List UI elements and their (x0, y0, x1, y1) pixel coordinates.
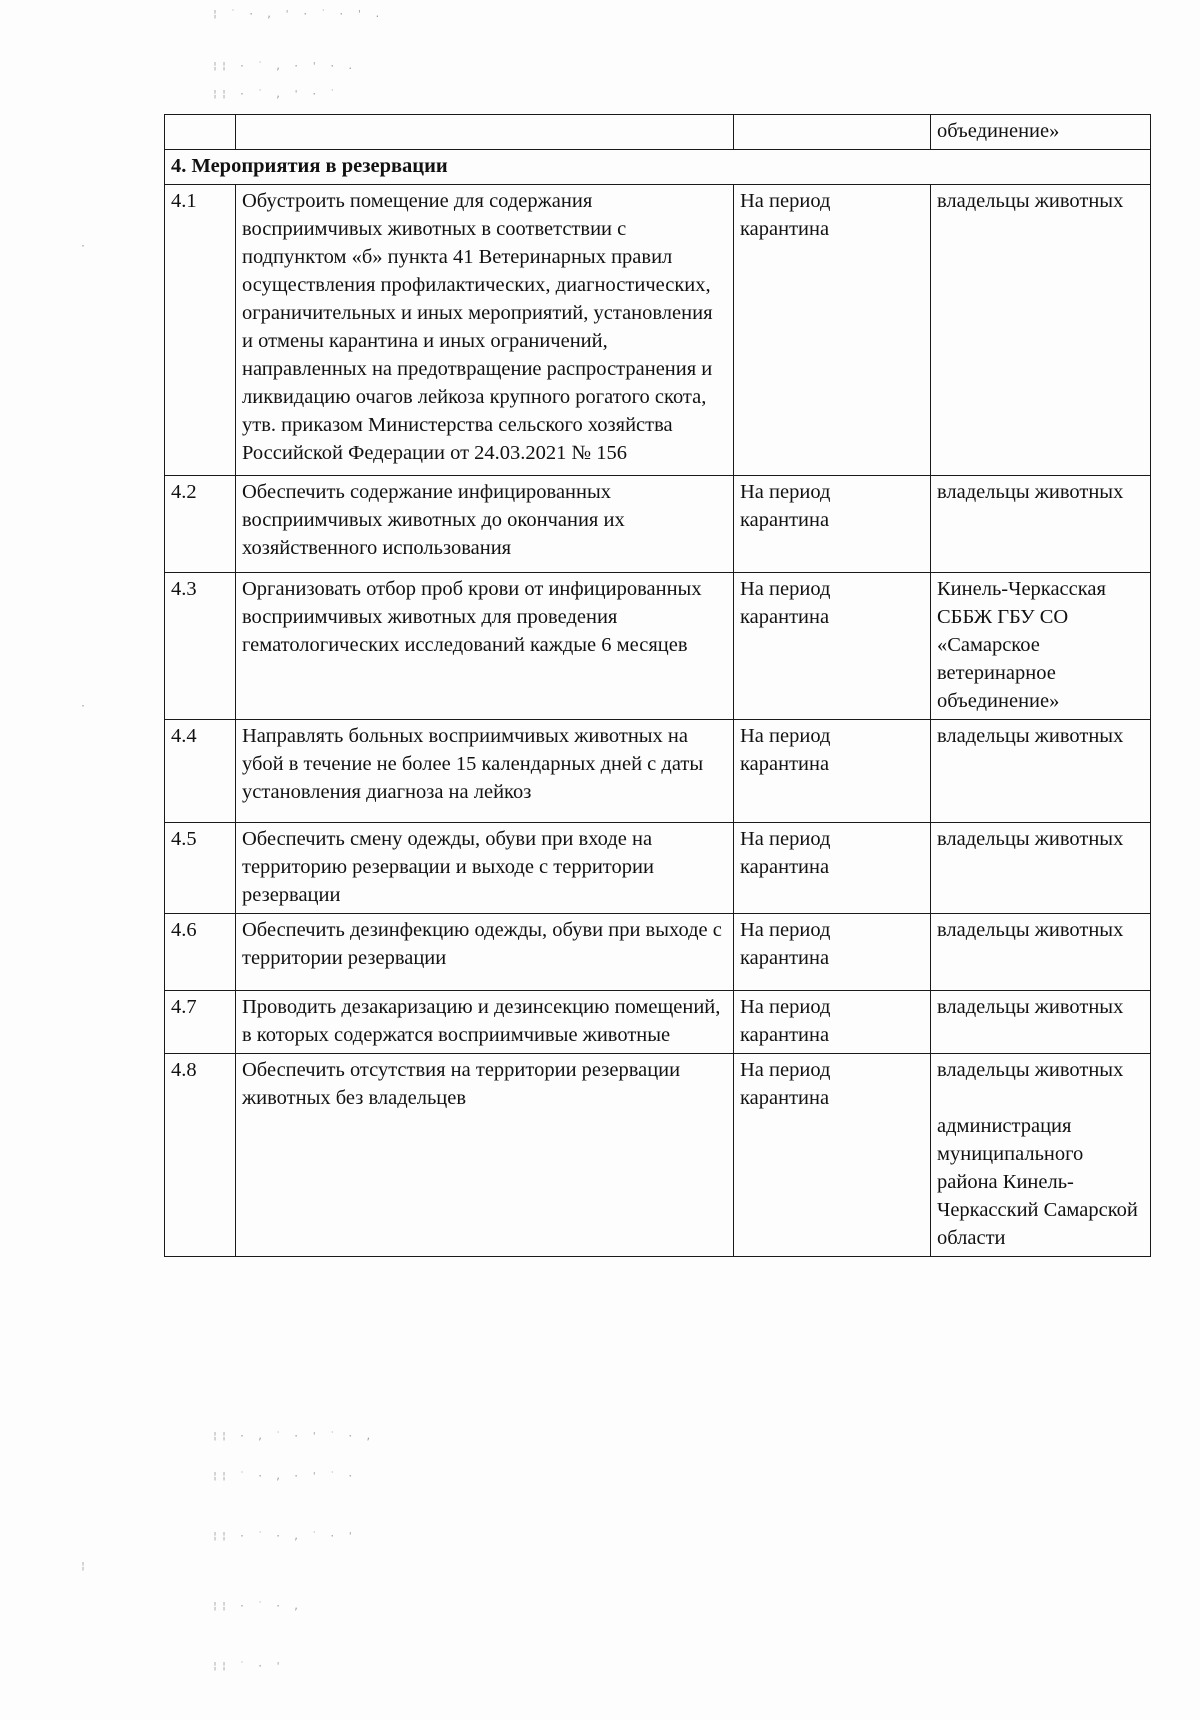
row-responsible: владельцы животных (937, 1059, 1124, 1081)
scan-noise: ¦¦ · ˙ , · ' · . (212, 61, 357, 72)
row-responsible: владельцы животных (931, 720, 1151, 823)
row-action: Обеспечить отсутствия на территории резервации животных без владельцев (236, 1054, 734, 1257)
row-responsible: Кинель-Черкасская СББЖ ГБУ СО «Самарское ветеринарное объединение» (931, 573, 1151, 720)
row-number: 4.4 (165, 720, 236, 823)
scan-noise: ¦¦ · ˙ · , ˙ · ' (212, 1531, 357, 1542)
row-term: На период карантина (734, 185, 931, 476)
scan-noise: · (80, 701, 90, 712)
row-term: На период карантина (734, 573, 931, 720)
row-term: На период карантина (734, 914, 931, 991)
row-number: 4.1 (165, 185, 236, 476)
table-row (165, 823, 1151, 914)
row-action: Обустроить помещение для содержания восприимчивых животных в соответствии с подпунктом «б» пункта 41 Ветеринарных правил осуществления профилактических, диагностических, ограничительных и иных мероприятий, установления и отмены карантина и иных ограничений, направленных на предотвращение распространения и ликвидацию очагов лейкоза крупного рогатого скота, утв. приказом Министерства сельского хозяйства Российской Федерации от 24.03.2021 № 156 (236, 185, 734, 476)
table-row (165, 720, 1151, 823)
table-row (165, 185, 1151, 476)
row-action: Направлять больных восприимчивых животных на убой в течение не более 15 календарных дней с даты установления диагноза на лейкоз (236, 720, 734, 823)
row-term: На период карантина (734, 1054, 931, 1257)
row-responsible: владельцы животных (931, 476, 1151, 573)
cell-responsible: объединение» (931, 115, 1151, 150)
row-action: Обеспечить смену одежды, обуви при входе на территорию резервации и выходе с территории резервации (236, 823, 734, 914)
scan-noise: ¦¦ · , ˙ · ' ˙ · , (212, 1431, 375, 1442)
row-term: На период карантина (734, 823, 931, 914)
section-header-row (165, 150, 1151, 185)
scan-noise: ¦¦ · ˙ · , (212, 1601, 303, 1612)
table-row (165, 914, 1151, 991)
row-number: 4.6 (165, 914, 236, 991)
scan-noise: · (80, 241, 90, 252)
row-number: 4.2 (165, 476, 236, 573)
row-number: 4.5 (165, 823, 236, 914)
row-term: На период карантина (734, 476, 931, 573)
scan-noise: ¦¦ ˙ · ' (212, 1661, 285, 1672)
row-action: Обеспечить содержание инфицированных восприимчивых животных до окончания их хозяйственного использования (236, 476, 734, 573)
row-number: 4.3 (165, 573, 236, 720)
spacer (937, 1084, 1144, 1112)
cell-action (236, 115, 734, 150)
row-responsible: владельцы животных (931, 991, 1151, 1054)
table-row (165, 991, 1151, 1054)
scan-noise: ¦ (80, 1561, 90, 1572)
scan-noise: ¦ ˙ · , ' · ˙ · ' . (212, 9, 384, 20)
row-term: На период карантина (734, 720, 931, 823)
scan-noise: ¦¦ · ˙ , ' · ˙ (212, 89, 339, 100)
row-action: Организовать отбор проб крови от инфицированных восприимчивых животных для проведения гематологических исследований каждые 6 месяцев (236, 573, 734, 720)
table-row (165, 573, 1151, 720)
cell-term (734, 115, 931, 150)
row-responsible: владельцы животных (931, 823, 1151, 914)
row-action: Обеспечить дезинфекцию одежды, обуви при выходе с территории резервации (236, 914, 734, 991)
row-term: На период карантина (734, 991, 931, 1054)
table-row-continuation (165, 115, 1151, 150)
section-title: 4. Мероприятия в резервации (165, 150, 1151, 185)
row-number: 4.8 (165, 1054, 236, 1257)
measures-table (164, 114, 1151, 1257)
row-action: Проводить дезакаризацию и дезинсекцию помещений, в которых содержатся восприимчивые животные (236, 991, 734, 1054)
row-responsible: владельцы животных (931, 914, 1151, 991)
table-row (165, 476, 1151, 573)
row-responsible: владельцы животных (931, 185, 1151, 476)
scan-noise: ¦¦ ˙ · , · ' ˙ · (212, 1471, 357, 1482)
row-responsible-extra: администрация муниципального района Кинель-Черкасский Самарской области (937, 1115, 1138, 1249)
row-number: 4.7 (165, 991, 236, 1054)
cell-num (165, 115, 236, 150)
table-row (165, 1054, 1151, 1257)
row-responsible-group (931, 1054, 1151, 1257)
